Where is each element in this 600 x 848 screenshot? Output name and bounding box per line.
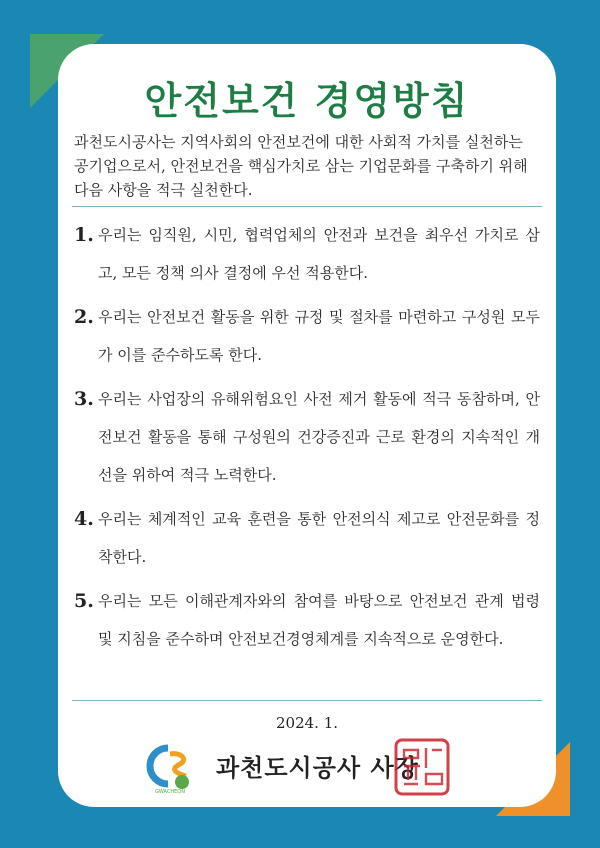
policy-list xyxy=(74,216,540,664)
policy-number: 5. xyxy=(74,590,94,612)
policy-text: 우리는 임직원, 시민, 협력업체의 안전과 보건을 최우선 가치로 삼고, 모든 정책 의사 결정에 우선 적용한다. xyxy=(98,226,540,282)
policy-text: 우리는 모든 이해관계자와의 참여를 바탕으로 안전보건 관계 법령 및 지침을 준수하며 안전보건경영체계를 지속적으로 운영한다. xyxy=(98,592,540,648)
policy-item-5 xyxy=(74,582,540,658)
page-title: 안전보건 경영방침 xyxy=(144,79,470,123)
policy-item-1 xyxy=(74,216,540,292)
intro-paragraph: 과천도시공사는 지역사회의 안전보건에 대한 사회적 가치를 실천하는 공기업으로서, 안전보건을 핵심가치로 삼는 기업문화를 구축하기 위해 다음 사항을 적극 실천한다. xyxy=(74,133,528,199)
divider-top xyxy=(72,206,542,207)
policy-number: 3. xyxy=(74,388,94,410)
policy-item-3 xyxy=(74,380,540,494)
policy-card xyxy=(58,44,556,807)
divider-bottom xyxy=(72,700,542,701)
policy-text: 우리는 안전보건 활동을 위한 규정 및 절차를 마련하고 구성원 모두가 이를 준수하도록 한다. xyxy=(98,308,540,364)
official-seal-icon xyxy=(392,736,452,798)
policy-text: 우리는 체계적인 교육 훈련을 통한 안전의식 제고로 안전문화를 정착한다. xyxy=(98,510,540,566)
policy-number: 2. xyxy=(74,306,94,328)
company-logo-icon xyxy=(142,742,198,794)
policy-number: 4. xyxy=(74,508,94,530)
policy-item-4 xyxy=(74,500,540,576)
policy-number: 1. xyxy=(74,224,94,246)
policy-item-2 xyxy=(74,298,540,374)
issue-date: 2024. 1. xyxy=(275,714,339,732)
logo-caption: GWACHEON xyxy=(155,789,185,794)
policy-text: 우리는 사업장의 유해위험요인 사전 제거 활동에 적극 동참하며, 안전보건 활동을 통해 구성원의 건강증진과 근로 환경의 지속적인 개선을 위하여 적극 노력한다. xyxy=(98,390,540,484)
signer-name: 과천도시공사 사장 xyxy=(216,754,419,782)
